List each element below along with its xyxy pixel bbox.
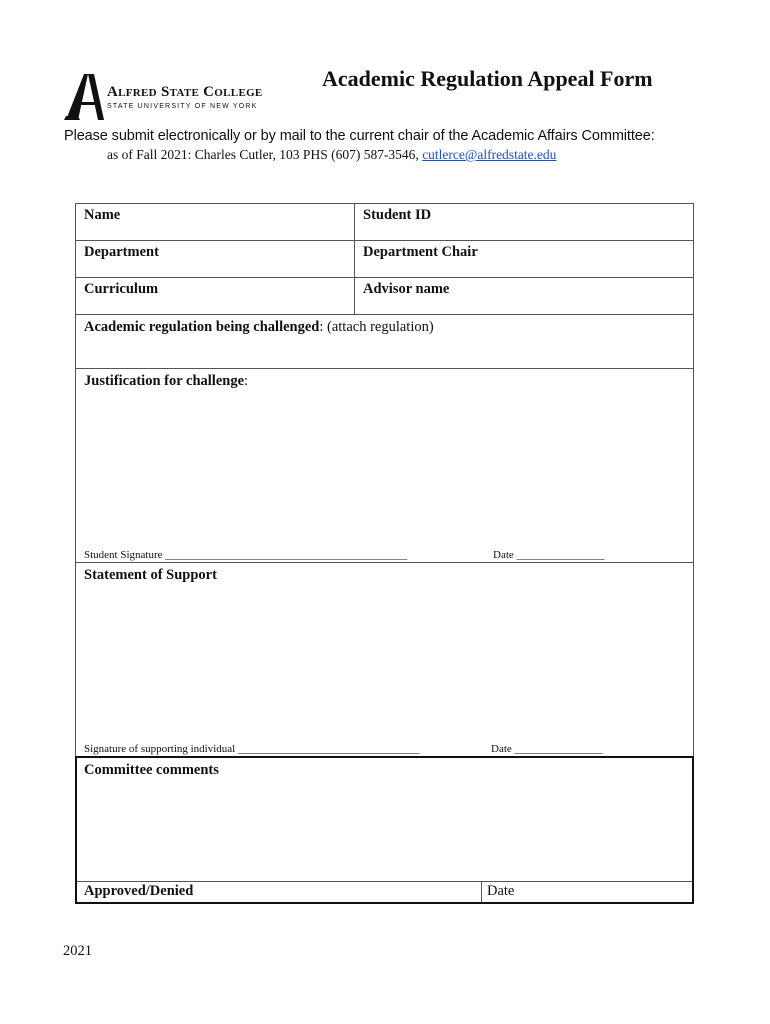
statement-of-support-field[interactable] [75,562,694,756]
statement-of-support-title: Statement of Support [84,567,217,583]
regulation-challenged-title: Academic regulation being challenged [84,319,320,335]
logo-subtitle: STATE UNIVERSITY OF NEW YORK [107,103,258,110]
student-date-line[interactable]: Date ________________ [493,549,605,561]
justification-label [84,373,248,390]
curriculum-label: Curriculum [84,281,159,297]
department-field[interactable] [76,241,355,277]
logo-a-mark-icon [64,72,108,122]
form-row-curriculum [75,277,694,314]
regulation-challenged-field[interactable] [75,314,694,368]
approval-row [77,881,692,902]
committee-comments-label: Committee comments [84,762,219,778]
department-chair-label: Department Chair [363,244,478,260]
submission-instructions: Please submit electronically or by mail to the current chair of the Academic Affairs Committee: [64,128,655,144]
committee-comments-box[interactable] [75,756,694,904]
statement-of-support-label [84,567,217,584]
logo-college-name: Alfred State College [107,84,263,100]
form-row-department [75,240,694,277]
advisor-name-field[interactable] [355,278,693,314]
student-id-label: Student ID [363,207,432,223]
footer-year: 2021 [63,943,92,959]
advisor-name-label: Advisor name [363,281,450,297]
approved-denied-field[interactable]: Approved/Denied [77,882,482,902]
college-logo [64,72,264,122]
regulation-challenged-label [84,319,434,336]
contact-line [107,147,556,163]
justification-field[interactable] [75,368,694,562]
curriculum-field[interactable] [76,278,355,314]
contact-email-link[interactable]: cutlerce@alfredstate.edu [422,147,557,162]
page-title: Academic Regulation Appeal Form [322,66,653,91]
contact-details: as of Fall 2021: Charles Cutler, 103 PHS (607) 587-3546, [107,147,423,162]
regulation-attach-note: : (attach regulation) [319,319,434,335]
justification-colon: : [244,373,249,389]
name-field[interactable] [76,204,355,240]
student-id-field[interactable] [355,204,693,240]
appeal-form [75,203,694,904]
form-row-name [75,203,694,240]
approval-date-field[interactable]: Date [487,883,515,899]
supporting-signature-line[interactable]: Signature of supporting individual _________________________________ [84,743,420,755]
supporting-date-line[interactable]: Date ________________ [491,743,603,755]
student-signature-line[interactable]: Student Signature ____________________________________________ [84,549,408,561]
name-label: Name [84,207,121,223]
justification-title: Justification for challenge [84,373,245,389]
department-label: Department [84,244,159,260]
department-chair-field[interactable] [355,241,693,277]
